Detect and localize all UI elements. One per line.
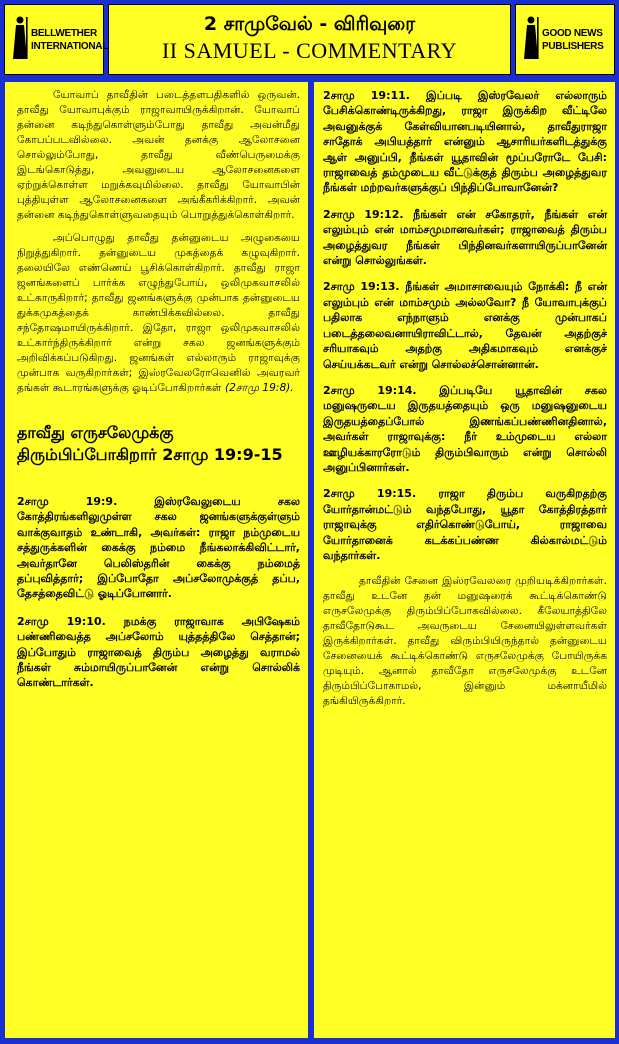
verse-19-10: 2சாமு 19:10. நமக்கு ராஜாவாக அபிஷேகம் பண்ணிவைத்த அப்சலோம் யுத்தத்திலே செத்தான்; இப்போதும் ராஜாவைத் திரும்ப அழைத்து வராமல் நீங்கள் சும்மாயிருப்பானேன் என்று சொல்லிக் கொண்டார்கள். bbox=[17, 614, 300, 690]
commentary-paragraph-3: தாவீதின் சேனை இஸ்ரவேலரை முறியடிக்கிறார்கள். தாவீது உடனே தன் மனுஷரைக் கூட்டிக்கொண்டு எருசலேமுக்கு திரும்பிப்போகவில்லை. கீலேயாத்திலே தாவீதோடுகூட அவருடைய சேனையிலுள்ளவர்கள் இருக்கிறார்கள். தாவீது விரும்பியிருந்தால் தன்னுடைய சேனையைக் கூட்டிக்கொண்டு எருசலேமுக்கு போயிருக்க முடியும். ஆனால் தாவீதோ எருசலேமுக்கு உடனே திரும்பிப்போகாமல், இன்னும் மக்னாயீமில் தங்கியிருக்கிறார். bbox=[323, 575, 607, 708]
verse-19-11: 2சாமு 19:11. இப்படி இஸ்ரவேலர் எல்லாரும் பேசிக்கொண்டிருக்கிறது, ராஜா இருக்கிற வீட்டிலே அவனுக்குக் கேள்வியானபடியினால், தாவீதுராஜா சாதோக் அபியத்தார் என்னும் ஆசாரியர்களிடத்துக்கு ஆள் அனுப்பி, நீங்கள் யூதாவின் மூப்பரோடே பேசி: ராஜாவைத் தம்முடைய வீட்டுக்குத் திரும்ப அழைத்துவர நீங்கள் மற்றவர்களுக்குப் பிந்திப்போவானேன்? bbox=[323, 89, 607, 195]
good-news-logo bbox=[515, 4, 615, 75]
left-logo-line1: BELLWETHER bbox=[31, 28, 97, 39]
verse-19-9: 2சாமு 19:9. இஸ்ரவேலுடைய சகல கோத்திரங்களிலுமுள்ள சகல ஜனங்களுக்குள்ளும் வாக்குவாதம் உண்டாகி, அவர்கள்: ராஜா நம்முடைய சத்துருக்களின் கைக்கு நம்மை நீங்கலாக்கிவிட்டார், அவர்தானே பெலிஸ்தரின் கைக்கு நம்மைத் தப்புவித்தார்; இப்போதோ அப்சலோமுக்குத் தப்ப, தேசத்தைவிட்டு ஓடிப்போனார். bbox=[17, 495, 300, 601]
shepherd-figure-icon bbox=[11, 15, 29, 61]
page-title-english: II SAMUEL - COMMENTARY bbox=[161, 38, 458, 63]
verse-19-13: 2சாமு 19:13. நீங்கள் அமாசாவையும் நோக்கி: நீ என் எலும்பும் என் மாம்சமும் அல்லவோ? நீ யோவாபுக்குப் பதிலாக எந்நாளும் எனக்கு முன்பாகப் படைத்தலைவனாயிராவிட்டால், தேவன் அதற்குச் சரியாகவும் அதற்கு அதிகமாகவும் எனக்குச் செய்யக்கடவர் என்று சொல்லச்சொன்னான். bbox=[323, 280, 607, 371]
right-logo-line1: GOOD NEWS bbox=[542, 28, 603, 39]
right-logo-line2: PUBLISHERS bbox=[542, 41, 604, 52]
section-heading: தாவீது எருசலேமுக்கு திரும்பிப்போகிறார் 2சாமு 19:9-15 bbox=[17, 423, 283, 464]
commentary-paragraph-2 bbox=[17, 231, 300, 396]
page-header bbox=[4, 4, 615, 75]
commentary-paragraph-1: யோவாப் தாவீதின் படைத்தளபதிகளில் ஒருவன். தாவீது யோவாபுக்கும் ராஜாவாயிருக்கிறான். யோவாப் தன்னை கடிந்துகொள்ளும்போது தாவீது அவன்மீது கோபப்படவில்லை. அவன் தனக்கு ஆலோசனை சொல்லும்போது, தாவீது வீண்பெருமைக்கு இடங்கொடுத்து, அவனுடைய ஆலோசனைகளை ஏற்றுக்கொள்ள மறுக்கவுமில்லை. தாவீது யோவாபின் புத்தியுள்ள ஆலோசனைகளை அங்கீகரிக்கிறார். அவன் தன்னை கடிந்துகொள்ளுவதையும் பொறுத்துக்கொள்கிறார். bbox=[17, 89, 300, 221]
title-box bbox=[108, 4, 511, 75]
left-column bbox=[5, 82, 308, 1038]
shepherd-figure-icon bbox=[522, 15, 540, 61]
verse-19-12: 2சாமு 19:12. நீங்கள் என் சகோதரர், நீங்கள் என் எலும்பும் என் மாம்சமுமானவர்கள்; ராஜாவைத் திரும்ப அழைத்துவர நீங்கள் பிந்தினவர்களாயிருப்பானேன் என்று சொல்லுங்கள். bbox=[323, 207, 607, 268]
verse-19-15: 2சாமு 19:15. ராஜா திரும்ப வருகிறதற்கு யோர்தான்மட்டும் வந்தபோது, யூதா கோத்திரத்தார் ராஜாவுக்கு எதிர்கொண்டுபோய், ராஜாவை யோர்தானைக் கடக்கப்பண்ண கில்கால்மட்டும் வந்தார்கள். bbox=[323, 487, 607, 562]
bellwether-logo bbox=[4, 4, 109, 75]
verse-19-14: 2சாமு 19:14. இப்படியே யூதாவின் சகல மனுஷருடைய இருதயத்தையும் ஒரு மனுஷனுடைய இருதயத்தைப்போல் இணங்கப்பண்ணினதினால், அவர்கள் ராஜாவுக்கு: நீர் உம்முடைய எல்லா ஊழியக்காரரோடும் திரும்பிவாரும் என்று சொல்லி அனுப்பினார்கள். bbox=[323, 383, 607, 474]
right-column bbox=[314, 82, 615, 1038]
left-logo-line2: INTERNATIONAL bbox=[31, 41, 109, 52]
page-title-tamil: 2 சாமுவேல் - விரிவுரை bbox=[203, 13, 416, 35]
scripture-reference: (2சாமு 19:8). bbox=[224, 382, 294, 394]
paragraph-2-text: அப்பொழுது தாவீது தன்னுடைய அழுகையை நிறுத்துகிறார். தன்னுடைய முகத்தைக் கழுவுகிறார். தலையிலே எண்ணெய் பூசிக்கொள்கிறார். தாவீது ராஜா ஜனங்களைப் பார்க்க எழுந்துபோய், ஒலிமுகவாசலில் உட்காருகிறார்; தாவீது ஜனங்களுக்கு முன்பாக தன்னுடைய துக்கமுகத்தைக் காண்பிக்கவில்லை. தாவீது சந்தோஷமாயிருக்கிறார். இதோ, ராஜா ஒலிமுகவாசலில் உட்கார்ந்திருக்கிறார் என்று சகல ஜனங்களுக்கும் அறிவிக்கப்படுகிறது. ஜனங்கள் எல்லாரும் ராஜாவுக்கு முன்பாக வருகிறார்கள்; இஸ்ரவேலரோவெனில் அவரவர் தங்கள் கூடாரங்களுக்கு ஓடிப்போகிறார்கள் bbox=[17, 232, 300, 394]
